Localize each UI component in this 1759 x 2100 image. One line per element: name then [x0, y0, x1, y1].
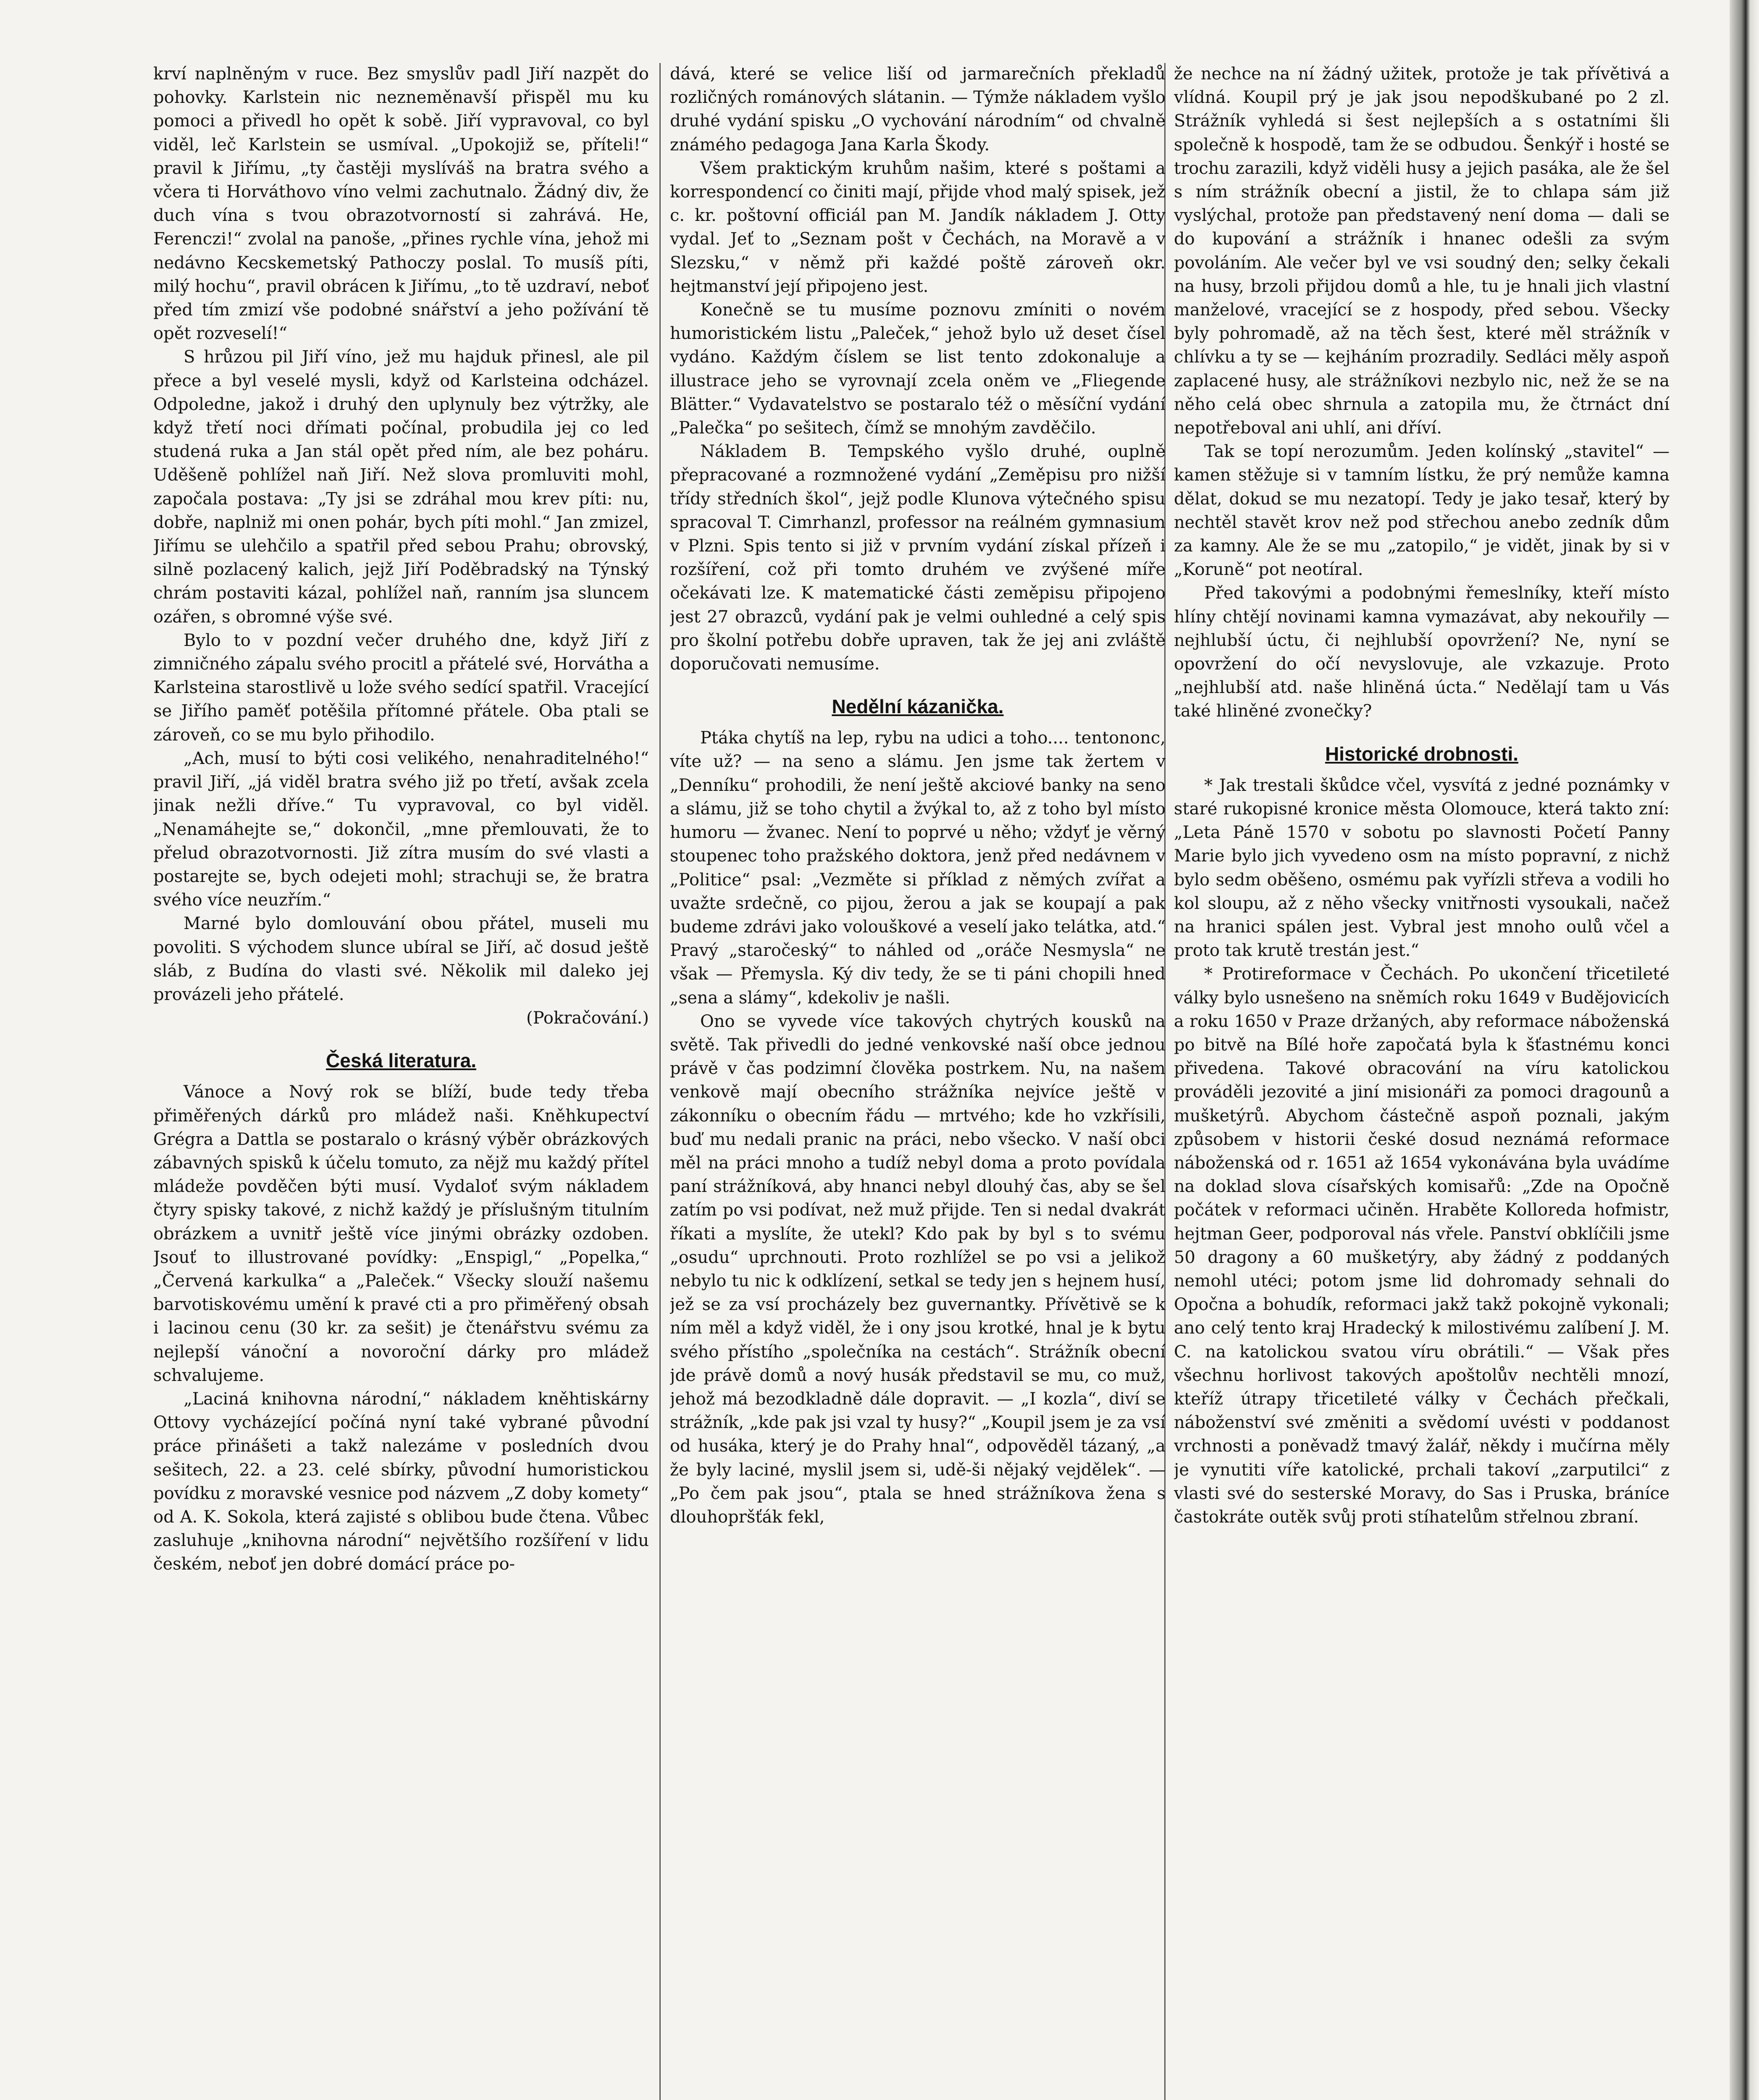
- page-edge-shadow: [1730, 0, 1759, 2100]
- column-rule: [659, 63, 661, 2100]
- paragraph: Před takovými a podobnými řemeslníky, kteří místo hlíny chtějí novinami kamna vymazávat, aby nekouřily — nejhlubší úctu, či nejhlubší opovržení? Ne, nyní se opovržení do očí nevyslovuje, ale vzkazuje. Proto „nejhlubší atd. naše hliněná úcta.“ Nedělají tam u Vás také hliněné zvonečky?: [1174, 583, 1670, 721]
- section-heading: Nedělní kázanička.: [832, 696, 1004, 718]
- paragraph: Konečně se tu musíme poznovu zmíniti o novém humoristickém listu „Paleček,“ jehož bylo už deset čísel vydáno. Každým číslem se list tento zdokonaluje a illustrace jeho se vyrovnají zcela oněm ve „Fliegende Blätter.“ Vydavatelstvo se postaralo též o měsíční vydání „Palečka“ po sešitech, čímž se mnohým zavděčilo.: [670, 300, 1166, 438]
- paragraph: * Protireformace v Čechách. Po ukončení třicetileté války bylo usnešeno na sněmích roku 1649 v Budějovicích a roku 1650 v Praze držaných, aby reformace náboženská po bitvě na Bílé hoře započatá byla k šťastnému konci přivedena. Takové obracování na víru katolickou prováděli jezovité a jiní misionáři za pomoci dragounů a mušketýrů. Abychom částečně aspoň poznali, jakým způsobem v historii české dosud neznámá reformace náboženská od r. 1651 až 1654 vykonávána byla uvádíme na doklad slova císařských komisařů: „Zde na Opočně počátek v reformaci učiněn. Hraběte Kolloreda hofmistr, hejtman Geer, podporoval nás vřele. Panství obklíčili jsme 50 dragony a 60 mušketýry, aby žádný z poddaných nemohl utéci; potom jsme lid dohromady sehnali do Opočna a bohudík, reformaci jakž takž pokojně vykonali; ano celý tento kraj Hradecký k milostivému zalíbení J. M. C. na katolickou svatou víru obrátili.“ — Však přes všechnu horlivost takových apoštolův nechtěli mnozí, kteříž útrapy třicetileté války v Čechách přečkali, náboženství své změniti a svědomí uvésti v poddanost vrchnosti a poněvadž tmavý žalář, někdy i mučírna měly je vynutiti víře katolické, prchali takoví „zarputilci“ z vlasti své do sesterské Moravy, do Sas i Pruska, bráníce častokráte outěk svůj proti stíhatelům střelnou zbraní.: [1174, 964, 1670, 1527]
- column-1: [153, 62, 649, 2100]
- column-3: [1174, 62, 1670, 2100]
- paragraph: Ptáka chytíš na lep, rybu na udici a toho.... tentononc, víte už? — na seno a slámu. Jen jsme tak žertem v „Denníku“ prohodili, že není ještě akciové banky na seno a slámu, již se toho chytil a žvýkal to, až z toho byl místo humoru — žvanec. Není to poprvé u něho; vždyť je věrný stoupenec toho pražského doktora, jenž před nedávnem v „Politice“ psal: „Vezměte si příklad z němých zvířat a uvažte srdečně, co pijou, žerou a jak se koupají a pak budeme zdrávi jako volouškové a veselí jako telátka, atd.“ Pravý „staročeský“ to náhled od „oráče Nesmysla“ ne však — Přemysla. Ký div tedy, že se ti páni chopili hned „sena a slámy“, kdekoliv je našli.: [670, 728, 1166, 1008]
- paragraph: že nechce na ní žádný užitek, protože je tak přívětivá a vlídná. Koupil prý je jak jsou nepodškubané po 2 zl. Strážník vyhledá si šest nejlepších a s ostatními šli společně k hospodě, tam že se odbudou. Šenkýř i hosté se trochu zarazili, když viděli husy a jejich pasáka, ale že šel s ním strážník obecní a jistil, že to chlapa sám již vyslýchal, protože pan představený není doma — dali se do kupování a strážník i hnanec odešli za svým povoláním. Ale večer byl ve vsi soudný den; selky čekali na husy, brzoli přijdou domů a hle, tu je hnali jich vlastní manželové, vracející se z hospody, před sebou. Všecky byly pohromadě, až na těch šest, které měl strážník v chlívku a ty se — kejháním prozradily. Sedláci měly aspoň zaplacené husy, ale strážníkovi nezbylo nic, než že se na něho celá obec shrnula a zatopila mu, že čtrnáct dní nepotřeboval ani uhlí, ani dříví.: [1174, 64, 1670, 438]
- paragraph: Bylo to v pozdní večer druhého dne, když Jiří z zimničného zápalu svého procitl a přátelé své, Horvátha a Karlsteina starostlivě u lože svého sedící spatřil. Vracející se Jiřího paměť potěšila přítomné přátele. Oba ptali se zároveň, co se mu bylo přihodilo.: [153, 630, 649, 745]
- continued-note: (Pokračování.): [526, 1008, 649, 1028]
- paragraph: Vánoce a Nový rok se blíží, bude tedy třeba přiměřených dárků pro mládež naši. Kněhkupectví Grégra a Dattla se postaralo o krásný výběr obrázkových zábavných spisků k účelu tomuto, za nějž mu každý přítel mládeže povděčen býti musí. Vydaloť svým nákladem čtyry spisky takové, z nichž každý je příslušným titulním obrázkem a uvnitř ještě více jinými obrázky ozdoben. Jsouť to illustrované povídky: „Enspigl,“ „Popelka,“ „Červená karkulka“ a „Paleček.“ Všecky slouží našemu barvotiskovému umění k pravé cti a pro přiměřený obsah i lacinou cenu (30 kr. za sešit) je čtenářstvu svému za nejlepší vánoční a novoroční dárky pro mládež schvalujeme.: [153, 1082, 649, 1385]
- section-heading: Česká literatura.: [326, 1050, 476, 1072]
- paragraph: dává, které se velice liší od jarmarečních překladů rozličných románových slátanin. — Týmže nákladem vyšlo druhé vydání spisku „O vychování národním“ od chvalně známého pedagoga Jana Karla Škody.: [670, 64, 1166, 155]
- paragraph: krví naplněným v ruce. Bez smyslův padl Jiří nazpět do pohovky. Karlstein nic nezneměnavší přispěl mu ku pomoci a přivedl ho opět k sobě. Jiří vypravoval, co byl viděl, leč Karlstein se usmíval. „Upokojiž se, příteli!“ pravil k Jiřímu, „ty častěji myslíváš na bratra svého a včera ti Horváthovo víno velmi zachutnalo. Žádný div, že duch vína s tvou obrazotvorností si zahrává. He, Ferenczi!“ zvolal na panoše, „přines rychle vína, jehož mi nedávno Kecskemetský Pathoczy poslal. To musíš píti, milý hochu“, pravil obrácen k Jiřímu, „to tě uzdraví, neboť před tím zmizí vše podobné snářství a jeho požívání tě opět rozveselí!“: [153, 64, 649, 344]
- paragraph: S hrůzou pil Jiří víno, jež mu hajduk přinesl, ale pil přece a byl veselé mysli, když od Karlsteina odcházel. Odpoledne, jakož i druhý den uplynuly bez výtržky, ale když třetí noci dřímati počínal, probudila jej co led studená ruka a Jan stál opět před ním, ale bez poháru. Uděšeně pohlížel naň Jiří. Než slova promluviti mohl, započala postava: „Ty jsi se zdráhal mou krev píti: nu, dobře, naplniž mi onen pohár, bych píti mohl.“ Jan zmizel, Jiřímu se ulehčilo a spatřil před sebou Prahu; obrovský, silně pozlacený kalich, jejž Jiří Poděbradský na Týnský chrám postaviti kázal, pohlížel naň, ranním jsa sluncem ozářen, s obromné výše své.: [153, 347, 649, 627]
- paragraph: Nákladem B. Tempského vyšlo druhé, ouplně přepracované a rozmnožené vydání „Zeměpisu pro nižší třídy středních škol“, jejž podle Klunova výtečného spisu spracoval T. Cimrhanzl, professor na reálném gymnasium v Plzni. Spis tento si již v prvním vydání získal přízeň i rozšíření, což při tomto druhém ve zvýšené míře očekávati lze. K matematické části zeměpisu připojeno jest 27 obrazců, vydání pak je velmi ouhledné a celý spis pro školní potřebu dobře upraven, tak že jej ani zvláště doporučovati nemusíme.: [670, 442, 1166, 674]
- paragraph: „Laciná knihovna národní,“ nákladem kněhtiskárny Ottovy vycházející počíná nyní také vybrané původní práce přinášeti a takž nalezáme v posledních dvou sešitech, 22. a 23. celé sbírky, původní humoristickou povídku z moravské vesnice pod názvem „Z doby komety“ od A. K. Sokola, která zajisté s oblibou bude čtena. Vůbec zasluhuje „knihovna národní“ největšího rozšíření v lidu českém, neboť jen dobré domácí práce po-: [153, 1389, 649, 1574]
- paragraph: „Ach, musí to býti cosi velikého, nenahraditelného!“ pravil Jiří, „já viděl bratra svého již po třetí, avšak zcela jinak nežli dříve.“ Tu vypravoval, co byl viděl. „Nenamáhejte se,“ dokončil, „mne přemlouvati, že to přelud obrazotvornosti. Již zítra musím do své vlasti a postarejte se, bych odejeti mohl; strachuji se, že bratra svého více neuzřím.“: [153, 748, 649, 910]
- paragraph: Všem praktickým kruhům našim, které s poštami a korrespondencí co činiti mají, přijde vhod malý spisek, jež c. kr. poštovní officiál pan M. Jandík nákladem J. Otty vydal. Jeť to „Seznam pošt v Čechách, na Moravě a v Slezsku,“ v němž při každé poště zároveň okr. hejtmanství její připojeno jest.: [670, 158, 1166, 296]
- paragraph: * Jak trestali škůdce včel, vysvítá z jedné poznámky v staré rukopisné kronice města Olomouce, která takto zní: „Leta Páně 1570 v sobotu po slavnosti Početí Panny Marie bylo jich vyvedeno osm na místo popravní, z nichž bylo sedm oběšeno, osmému pak vyřízli střeva a vodili ho kol sloupu, až z něho všecky vnitřnosti vysoukali, načež na hranici spálen jest. Vybral jest mnoho oulů včel a proto tak krutě trestán jest.“: [1174, 775, 1670, 961]
- paragraph: Tak se topí nerozumům. Jeden kolínský „stavitel“ — kamen stěžuje si v tamním lístku, že prý nemůže kamna dělat, dokud se mu nezatopí. Tedy je jako tesař, který by nechtěl stavět krov než pod střechou anebo zedník dům za kamny. Ale že se mu „zatopilo,“ je vidět, jinak by si v „Koruně“ pot neotíral.: [1174, 442, 1670, 580]
- section-heading: Historické drobnosti.: [1325, 743, 1519, 765]
- paragraph: Ono se vyvede více takových chytrých kousků na světě. Tak přivedli do jedné venkovské naší obce jednou právě v čas podzimní člověka postrkem. Nu, na našem venkově mají obecního strážníka nejvíce ještě v zákonníku o obecním řádu — mrtvého; kde ho vzkřísili, buď mu nedali pranic na práci, nebo všecko. V naší obci měl na práci mnoho a tudíž nebyl doma a proto povídala paní strážníková, aby hnanci nebyl dlouhý čas, aby se šel zatím po vsi podívat, než muž přijde. Ten si nedal dvakrát říkati a myslíte, že utekl? Kdo pak by byl s to svému „osudu“ uprchnouti. Proto rozhlížel se po vsi a jelikož nebylo tu nic k odklízení, setkal se tedy jen s hejnem husí, jež se za vsí procházely bez guvernantky. Přívětivě se k ním měl a když viděl, že i ony jsou krotké, hnal je k bytu svého přístího „společníka na cestách“. Strážník obecní jde právě domů a nový husák představil se mu, co muž, jehož má bezodkladně dále dopravit. — „I kozla“, diví se strážník, „kde pak jsi vzal ty husy?“ „Koupil jsem je za vsí od husáka, který je do Prahy hnal“, odpověděl tázaný, „a že byly laciné, myslil jsem si, udě-ši nějaký vejdělek“. — „Po čem pak jsou“, ptala se hned strážníkova žena s dlouhopršťák fekl,: [670, 1011, 1166, 1527]
- column-2: [670, 62, 1166, 2100]
- paragraph: Marné bylo domlouvání obou přátel, museli mu povoliti. S východem slunce ubíral se Jiří, ač dosud ještě sláb, z Budína do vlasti své. Několik mil daleko jej provázeli jeho přátelé.: [153, 914, 649, 1004]
